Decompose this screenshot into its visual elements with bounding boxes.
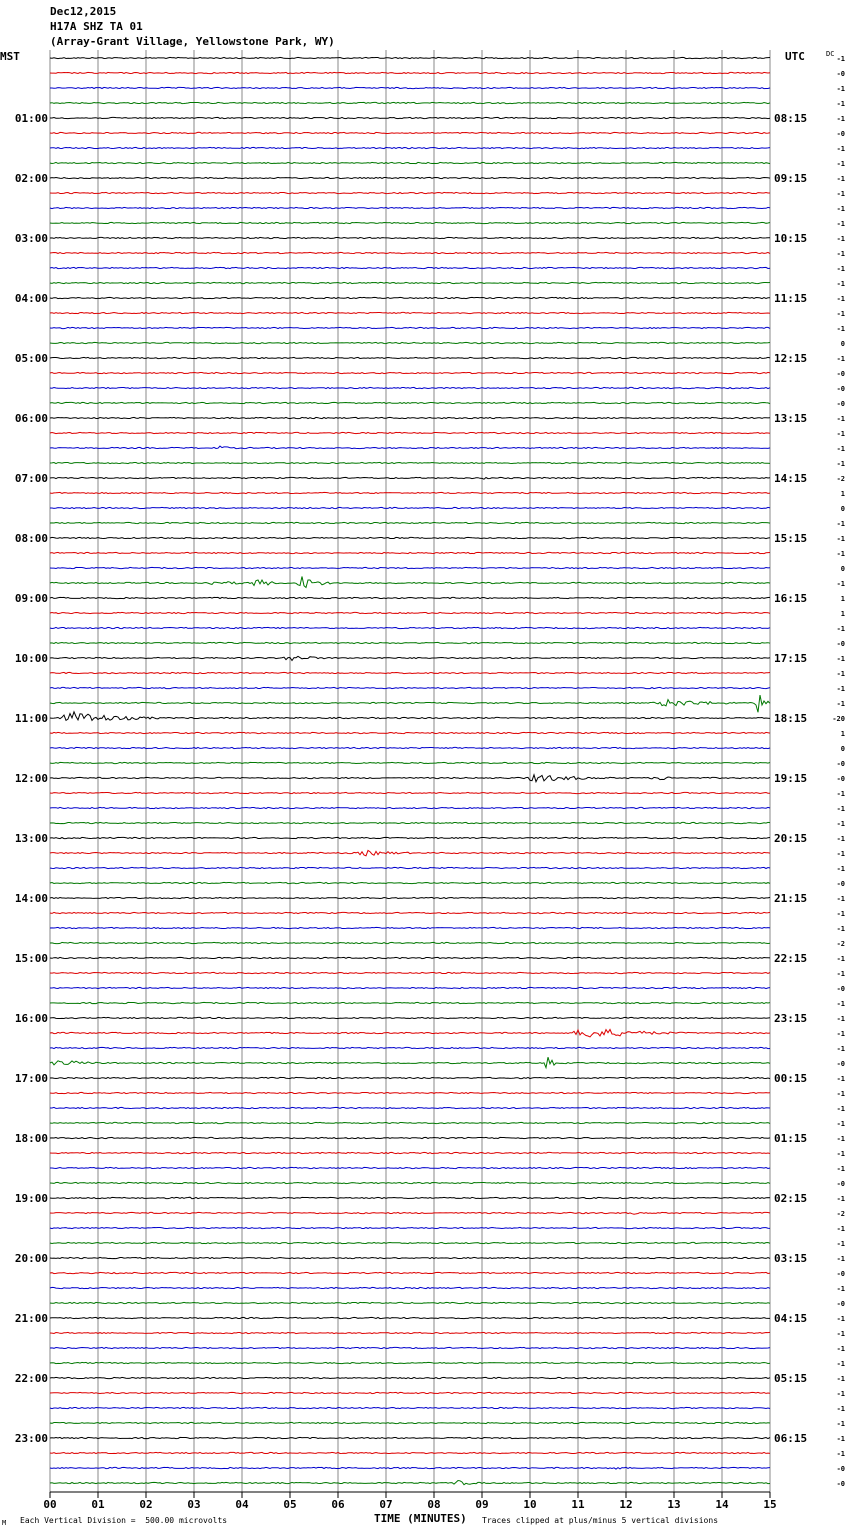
- dc-offset-label: -1: [836, 115, 845, 123]
- right-hour-label: 08:15: [774, 112, 808, 125]
- dc-offset-label: -1: [836, 1135, 845, 1143]
- dc-offset-label: -1: [836, 625, 845, 633]
- dc-offset-label: -2: [836, 940, 845, 948]
- trace-line: [50, 507, 770, 508]
- dc-offset-label: -1: [836, 85, 845, 93]
- dc-offset-label: -1: [836, 1375, 845, 1383]
- dc-offset-label: -0: [836, 370, 845, 378]
- trace-line: [50, 357, 770, 358]
- right-hour-label: 16:15: [774, 592, 808, 605]
- dc-offset-label: -2: [836, 475, 845, 483]
- dc-offset-label: -0: [836, 400, 845, 408]
- left-hour-label: 15:00: [14, 952, 48, 965]
- trace-line: [50, 1057, 770, 1067]
- trace-line: [50, 552, 770, 553]
- dc-offset-label: 0: [840, 340, 845, 348]
- dc-offset-label: -1: [836, 1075, 845, 1083]
- trace-line: [50, 1272, 770, 1273]
- left-hour-label: 01:00: [14, 112, 48, 125]
- right-axis-label: UTC: [785, 50, 805, 63]
- trace-line: [50, 147, 770, 148]
- left-hour-label: 09:00: [14, 592, 48, 605]
- dc-offset-label: -0: [836, 70, 845, 78]
- dc-offset-label: 1: [840, 595, 845, 603]
- trace-line: [50, 972, 770, 973]
- left-hour-label: 20:00: [14, 1252, 48, 1265]
- dc-offset-label: -1: [836, 1315, 845, 1323]
- dc-offset-label: -0: [836, 1300, 845, 1308]
- trace-line: [50, 477, 770, 479]
- dc-offset-label: -1: [836, 205, 845, 213]
- dc-offset-label: -1: [836, 580, 845, 588]
- left-hour-label: 05:00: [14, 352, 48, 365]
- trace-line: [50, 1182, 770, 1183]
- trace-line: [50, 762, 770, 763]
- right-hour-label: 05:15: [774, 1372, 808, 1385]
- trace-line: [50, 72, 770, 73]
- trace-line: [50, 822, 770, 823]
- dc-offset-label: -1: [836, 190, 845, 198]
- dc-offset-label: -1: [836, 790, 845, 798]
- trace-line: [50, 1017, 770, 1018]
- left-hour-label: 04:00: [14, 292, 48, 305]
- right-hour-label: 17:15: [774, 652, 808, 665]
- dc-offset-label: -1: [836, 55, 845, 63]
- dc-offset-label: -0: [836, 775, 845, 783]
- dc-offset-label: -1: [836, 955, 845, 963]
- left-hour-label: 06:00: [14, 412, 48, 425]
- dc-offset-label: -1: [836, 835, 845, 843]
- trace-line: [50, 1452, 770, 1453]
- left-hour-label: 12:00: [14, 772, 48, 785]
- trace-line: [50, 1002, 770, 1003]
- right-hour-label: 18:15: [774, 712, 808, 725]
- dc-offset-label: -1: [836, 415, 845, 423]
- dc-offset-label: -1: [836, 550, 845, 558]
- left-axis-label: MST: [0, 50, 20, 63]
- trace-line: [50, 747, 770, 748]
- trace-line: [50, 732, 770, 733]
- trace-line: [50, 446, 770, 449]
- trace-line: [50, 1332, 770, 1333]
- scale-note: Each Vertical Division = 500.00 microvolts: [20, 1516, 228, 1525]
- dc-offset-label: -1: [836, 820, 845, 828]
- left-hour-label: 23:00: [14, 1432, 48, 1445]
- dc-offset-label: -1: [836, 250, 845, 258]
- trace-line: [50, 117, 770, 118]
- dc-offset-label: -1: [836, 430, 845, 438]
- station-location: (Array-Grant Village, Yellowstone Park, WY): [50, 35, 335, 48]
- right-hour-label: 20:15: [774, 832, 808, 845]
- dc-offset-label: -1: [836, 970, 845, 978]
- trace-line: [50, 162, 770, 163]
- trace-line: [50, 1137, 770, 1138]
- dc-offset-label: -1: [836, 805, 845, 813]
- dc-offset-label: -1: [836, 1000, 845, 1008]
- trace-line: [50, 1242, 770, 1243]
- trace-line: [50, 987, 770, 988]
- dc-offset-label: -1: [836, 355, 845, 363]
- dc-offset-label: -1: [836, 325, 845, 333]
- trace-line: [50, 1197, 770, 1199]
- x-tick-label: 11: [571, 1498, 585, 1511]
- trace-line: [50, 312, 770, 313]
- left-hour-label: 22:00: [14, 1372, 48, 1385]
- x-tick-label: 13: [667, 1498, 681, 1511]
- trace-line: [50, 327, 770, 328]
- x-tick-label: 14: [715, 1498, 729, 1511]
- trace-line: [50, 192, 770, 193]
- trace-line: [50, 882, 770, 883]
- station-code: H17A SHZ TA 01: [50, 20, 143, 33]
- right-hour-label: 02:15: [774, 1192, 808, 1205]
- trace-line: [50, 282, 770, 283]
- trace-line: [50, 597, 770, 598]
- trace-line: [50, 1287, 770, 1288]
- dc-offset-label: -1: [836, 220, 845, 228]
- dc-offset-label: -1: [836, 1240, 845, 1248]
- trace-line: [50, 372, 770, 373]
- dc-offset-label: 0: [840, 565, 845, 573]
- x-tick-label: 09: [475, 1498, 489, 1511]
- dc-offset-label: -1: [836, 685, 845, 693]
- right-hour-label: 03:15: [774, 1252, 808, 1265]
- dc-offset-label: -0: [836, 1270, 845, 1278]
- trace-line: [50, 1481, 770, 1485]
- trace-line: [50, 132, 770, 133]
- trace-line: [50, 792, 770, 793]
- dc-offset-label: -1: [836, 1420, 845, 1428]
- left-hour-label: 16:00: [14, 1012, 48, 1025]
- dc-offset-label: -1: [836, 160, 845, 168]
- trace-line: [50, 1107, 770, 1108]
- left-hour-label: 14:00: [14, 892, 48, 905]
- trace-line: [50, 577, 770, 588]
- dc-offset-label: -1: [836, 1405, 845, 1413]
- trace-line: [50, 1167, 770, 1168]
- trace-line: [50, 492, 770, 493]
- trace-line: [50, 417, 770, 418]
- trace-line: [50, 1437, 770, 1438]
- dc-offset-label: -1: [836, 520, 845, 528]
- trace-line: [50, 672, 770, 673]
- trace-line: [50, 237, 770, 238]
- trace-line: [50, 642, 770, 643]
- trace-line: [50, 807, 770, 808]
- right-hour-label: 22:15: [774, 952, 808, 965]
- trace-line: [50, 207, 770, 208]
- trace-line: [50, 1317, 770, 1318]
- right-hour-label: 15:15: [774, 532, 808, 545]
- right-hour-label: 09:15: [774, 172, 808, 185]
- trace-line: [50, 912, 770, 913]
- trace-line: [50, 1302, 770, 1303]
- dc-offset-label: -1: [836, 445, 845, 453]
- dc-offset-label: -0: [836, 130, 845, 138]
- dc-offset-label: -1: [836, 910, 845, 918]
- trace-line: [50, 342, 770, 343]
- trace-line: [50, 1422, 770, 1423]
- trace-line: [50, 687, 770, 688]
- left-hour-label: 07:00: [14, 472, 48, 485]
- trace-line: [50, 1392, 770, 1393]
- trace-line: [50, 1362, 770, 1363]
- right-hour-label: 19:15: [774, 772, 808, 785]
- dc-offset-label: -1: [836, 1015, 845, 1023]
- trace-line: [50, 1077, 770, 1078]
- dc-offset-label: -2: [836, 1210, 845, 1218]
- left-hour-label: 13:00: [14, 832, 48, 845]
- dc-offset-label: -1: [836, 1345, 845, 1353]
- trace-line: [50, 927, 770, 928]
- trace-line: [50, 402, 770, 403]
- dc-offset-label: -1: [836, 1105, 845, 1113]
- right-hour-label: 21:15: [774, 892, 808, 905]
- dc-offset-label: -1: [836, 1330, 845, 1338]
- dc-label: DC: [826, 50, 835, 58]
- x-tick-label: 03: [187, 1498, 201, 1511]
- dc-offset-label: -1: [836, 1090, 845, 1098]
- trace-line: [50, 957, 770, 958]
- dc-offset-label: -0: [836, 1465, 845, 1473]
- dc-offset-label: -1: [836, 1450, 845, 1458]
- x-tick-label: 06: [331, 1498, 345, 1511]
- dc-offset-label: -1: [836, 1285, 845, 1293]
- left-hour-label: 11:00: [14, 712, 48, 725]
- left-hour-label: 19:00: [14, 1192, 48, 1205]
- trace-line: [50, 837, 770, 838]
- dc-offset-label: -1: [836, 1165, 845, 1173]
- dc-offset-label: -1: [836, 1435, 845, 1443]
- dc-offset-label: -1: [836, 1390, 845, 1398]
- dc-offset-label: -1: [836, 145, 845, 153]
- corner-mark: M: [2, 1519, 7, 1527]
- dc-offset-label: -1: [836, 1195, 845, 1203]
- trace-line: [50, 942, 770, 943]
- trace-line: [50, 567, 770, 568]
- dc-offset-label: -1: [836, 310, 845, 318]
- dc-offset-label: -1: [836, 235, 845, 243]
- x-axis-label: TIME (MINUTES): [374, 1512, 467, 1525]
- x-tick-label: 07: [379, 1498, 393, 1511]
- plot-date: Dec12,2015: [50, 5, 117, 18]
- right-hour-label: 14:15: [774, 472, 808, 485]
- trace-line: [50, 775, 770, 782]
- dc-offset-label: -1: [836, 1360, 845, 1368]
- dc-offset-label: -1: [836, 1225, 845, 1233]
- dc-offset-label: -0: [836, 385, 845, 393]
- trace-line: [50, 695, 770, 712]
- dc-offset-label: -1: [836, 265, 845, 273]
- dc-offset-label: -1: [836, 670, 845, 678]
- right-hour-label: 13:15: [774, 412, 808, 425]
- x-tick-label: 02: [139, 1498, 153, 1511]
- dc-offset-label: -1: [836, 1150, 845, 1158]
- dc-offset-label: 1: [840, 730, 845, 738]
- trace-line: [50, 1377, 770, 1378]
- right-hour-label: 12:15: [774, 352, 808, 365]
- x-tick-label: 10: [523, 1498, 537, 1511]
- clip-note: Traces clipped at plus/minus 5 vertical divisions: [482, 1516, 719, 1525]
- left-hour-label: 18:00: [14, 1132, 48, 1145]
- trace-line: [50, 102, 770, 103]
- dc-offset-label: -1: [836, 655, 845, 663]
- trace-line: [50, 712, 770, 721]
- dc-offset-label: -1: [836, 925, 845, 933]
- x-tick-label: 00: [43, 1498, 57, 1511]
- dc-offset-label: -0: [836, 1480, 845, 1488]
- trace-line: [50, 222, 770, 223]
- right-hour-label: 00:15: [774, 1072, 808, 1085]
- x-tick-label: 04: [235, 1498, 249, 1511]
- trace-line: [50, 1347, 770, 1348]
- trace-line: [50, 1467, 770, 1469]
- left-hour-label: 03:00: [14, 232, 48, 245]
- left-hour-label: 02:00: [14, 172, 48, 185]
- trace-line: [50, 627, 770, 628]
- trace-line: [50, 537, 770, 538]
- dc-offset-label: -1: [836, 100, 845, 108]
- x-tick-label: 15: [763, 1498, 777, 1511]
- right-hour-label: 11:15: [774, 292, 808, 305]
- dc-offset-label: 1: [840, 490, 845, 498]
- dc-offset-label: -0: [836, 640, 845, 648]
- dc-offset-label: -1: [836, 175, 845, 183]
- dc-offset-label: 0: [840, 745, 845, 753]
- trace-line: [50, 612, 770, 613]
- trace-line: [50, 87, 770, 88]
- x-tick-label: 01: [91, 1498, 105, 1511]
- dc-offset-label: -1: [836, 1120, 845, 1128]
- trace-line: [50, 297, 770, 298]
- dc-offset-label: -1: [836, 865, 845, 873]
- dc-offset-label: -1: [836, 700, 845, 708]
- trace-line: [50, 1257, 770, 1258]
- dc-offset-label: -0: [836, 1060, 845, 1068]
- left-hour-label: 08:00: [14, 532, 48, 545]
- dc-offset-label: -1: [836, 1255, 845, 1263]
- right-hour-label: 23:15: [774, 1012, 808, 1025]
- trace-line: [50, 57, 770, 58]
- dc-offset-label: 0: [840, 505, 845, 513]
- trace-line: [50, 1212, 770, 1214]
- left-hour-label: 10:00: [14, 652, 48, 665]
- trace-line: [50, 1047, 770, 1048]
- trace-line: [50, 177, 770, 178]
- dc-offset-label: -1: [836, 280, 845, 288]
- dc-offset-label: -0: [836, 760, 845, 768]
- x-tick-label: 08: [427, 1498, 441, 1511]
- trace-line: [50, 267, 770, 268]
- left-hour-label: 21:00: [14, 1312, 48, 1325]
- dc-offset-label: -1: [836, 895, 845, 903]
- trace-line: [50, 432, 770, 433]
- right-hour-label: 10:15: [774, 232, 808, 245]
- dc-offset-label: 1: [840, 610, 845, 618]
- right-hour-label: 04:15: [774, 1312, 808, 1325]
- dc-offset-label: -1: [836, 535, 845, 543]
- x-tick-label: 05: [283, 1498, 297, 1511]
- dc-offset-label: -0: [836, 880, 845, 888]
- trace-line: [50, 867, 770, 868]
- dc-offset-label: -1: [836, 460, 845, 468]
- trace-line: [50, 252, 770, 253]
- dc-offset-label: -1: [836, 1030, 845, 1038]
- dc-offset-label: -1: [836, 295, 845, 303]
- trace-line: [50, 462, 770, 463]
- dc-offset-label: -0: [836, 1180, 845, 1188]
- trace-line: [50, 1092, 770, 1093]
- trace-line: [50, 1227, 770, 1228]
- dc-offset-label: -20: [832, 715, 845, 723]
- trace-line: [50, 850, 770, 855]
- trace-line: [50, 1152, 770, 1153]
- left-hour-label: 17:00: [14, 1072, 48, 1085]
- dc-offset-label: -0: [836, 985, 845, 993]
- dc-offset-label: -1: [836, 1045, 845, 1053]
- trace-line: [50, 1407, 770, 1408]
- trace-line: [50, 522, 770, 523]
- right-hour-label: 06:15: [774, 1432, 808, 1445]
- right-hour-label: 01:15: [774, 1132, 808, 1145]
- dc-offset-label: -1: [836, 850, 845, 858]
- trace-line: [50, 656, 770, 660]
- trace-line: [50, 1122, 770, 1123]
- x-tick-label: 12: [619, 1498, 633, 1511]
- trace-line: [50, 1030, 770, 1037]
- trace-line: [50, 387, 770, 388]
- trace-line: [50, 897, 770, 898]
